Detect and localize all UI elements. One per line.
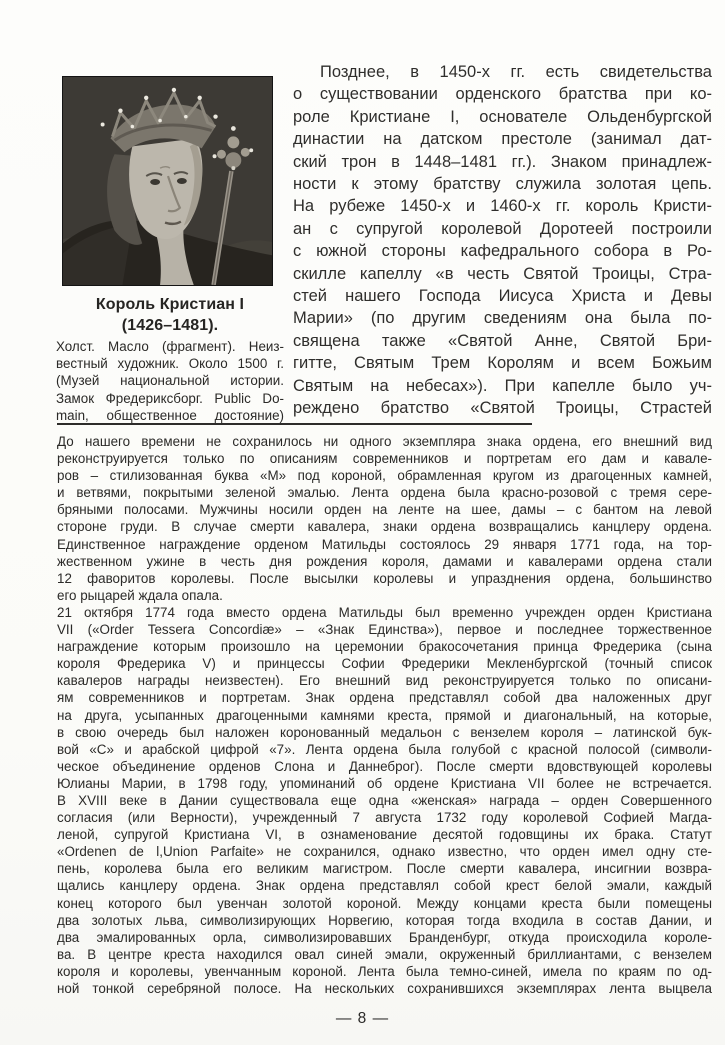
text-line: награждение которым произошло на церемонии бракосочетания принца Фредерика (сына	[57, 639, 712, 655]
text-line: В XVIII веке в Дании существовала еще одна «женская» награда – орден Совершенного	[57, 792, 712, 808]
footnote-separator	[57, 423, 532, 425]
text-line: main, общественное достояние)	[56, 407, 284, 423]
text-line: ной тонкой серебряной полосе. На нескольких сохранившихся экземплярах лента выцвела	[57, 981, 712, 996]
text-line: стей нашего Господа Иисуса Христа и Девы	[293, 287, 712, 306]
text-line: династии на датском престоле (занимал дат-	[293, 130, 712, 149]
text-line: VII («Order Tessera Concordiæ» – «Знак Единства»), первое и последнее торжественное	[57, 622, 712, 638]
text-line: и ветвями, покрытыми зеленой эмалью. Лента ордена была красно-розовой с тремя сере-	[57, 485, 712, 501]
text-line: Замок Фредериксборг. Public Do-	[56, 390, 284, 406]
text-line: короля и королевы, увенчанным короной. Лента была темно-синей, имела по краям по од-	[57, 963, 712, 979]
text-line: бряными полосами. Мужчины носили орден на ленте на шее, дамы – с бантом на левой	[57, 502, 712, 518]
text-line: на друга, усыпанных драгоценными камнями креста, прямой и диагональный, на которые,	[57, 707, 712, 723]
text-line: ям современников и портретам. Знак ордена представлял собой два наложенных друг	[57, 690, 712, 706]
portrait-caption-title	[56, 294, 284, 336]
text-line: короля Фредерика V) и принцессы Софии Фредерики Мекленбургской (точный список	[57, 656, 712, 672]
text-line: вестный художник. Около 1500 г.	[56, 356, 284, 372]
text-line: Холст. Масло (фрагмент). Неиз-	[56, 339, 284, 354]
text-line: его рыцарей ждала опала.	[57, 587, 223, 603]
text-line: Святым на небесах»). При капелле было уч-	[293, 376, 712, 395]
text-line: скилле капеллу «в честь Святой Троицы, Стра-	[293, 264, 712, 283]
text-line: конец которого был увенчан золотой короной. Между концами креста были помещены	[57, 895, 712, 911]
text-line: вой «С» и арабской цифрой «7». Лента ордена была голубой с красной полосой (символи-	[57, 741, 712, 757]
text-line: (Музей национальной истории.	[56, 373, 284, 389]
text-line: 21 октября 1774 года вместо ордена Матильды был временно учрежден орден Кристиана	[57, 604, 712, 620]
text-line: два золотых льва, символизирующих Норвегию, которая тогда входила в состав Дании, и	[57, 912, 712, 928]
text-line: Марии» (по другим сведениям она была по-	[293, 309, 712, 328]
text-line: На рубеже 1450-х и 1460-х гг. король Кристи-	[293, 197, 712, 216]
text-line: ан с супругой королевой Доротеей построили	[293, 219, 712, 238]
text-line: ва. В центре креста находился овал синей эмали, окруженный бриллиантами, с вензелем	[57, 946, 712, 962]
page-number: — 8 —	[335, 1010, 390, 1027]
text-line: Позднее, в 1450-х гг. есть свидетельства	[320, 63, 712, 81]
text-line: в свою очередь был наложен коронованный медальон с вензелем короля – латинской бук-	[57, 724, 712, 740]
text-line: ности к этому братству служила золотая цепь.	[293, 175, 712, 194]
text-line: согласия (или Верности), учрежденный 7 августа 1732 году королевой Софией Магда-	[57, 810, 712, 826]
text-line: кавалеров награды неизвестен). Его внешний вид реконструируется только по описани-	[57, 673, 712, 689]
text-line: леной, супругой Кристиана VI, в ознаменование десятой годовщины их брака. Статут	[57, 827, 712, 843]
left-eye	[150, 179, 160, 185]
text-line: реконструируется только по описаниям современников и портретам его дам и кавале-	[57, 451, 712, 467]
text-line: жественном ужине в честь дня рождения короля, дамами и кавалерами ордена стали	[57, 553, 712, 569]
text-line: ров – стилизованная буква «М» под короной, обрамленная кругом из драгоценных камней,	[57, 468, 712, 484]
text-line: два эмалированных орла, символизировавших Бранденбург, откуда происходила короле-	[57, 929, 712, 945]
portrait-of-christian-i-illustration	[63, 77, 272, 285]
text-line: ский трон в 1448–1481 гг.). Знаком принадлеж-	[293, 152, 712, 171]
text-line: Единственное награждение орденом Матильды состоялось 29 января 1771 года, на тор-	[57, 536, 712, 552]
text-line: ческое объединение орденов Слона и Даннеброг). После смерти вдовствующей королевы	[57, 758, 712, 774]
text-line: Юлианы Марии, в 1798 году, упоминаний об ордене Кристиана VII более не встречается.	[57, 775, 712, 791]
text-line: 12 фаворитов королевы. После высылки королевы и упразднения ордена, большинство	[57, 570, 712, 586]
text-line: реждено братство «Святой Троицы, Страстей	[293, 399, 712, 418]
text-line: стороне груди. В случае смерти кавалера, знаки ордена возвращались канцлеру ордена.	[57, 519, 712, 535]
caption-title-line1: Король Кристиан I	[95, 296, 245, 313]
text-line: щались канцлеру ордена. Знак ордена представлял собой крест белой эмали, каждый	[57, 878, 712, 894]
footnote-section	[57, 433, 712, 997]
text-line: с южной стороны кафедрального собора в Ро-	[293, 242, 712, 261]
text-line: гитте, Святым Трем Королям и всем Божьим	[293, 354, 712, 373]
caption-title-line2: (1426–1481).	[121, 317, 219, 334]
portrait-caption-details	[56, 338, 284, 424]
text-line: роле Кристиане I, основателе Ольденбургской	[293, 107, 712, 126]
text-line: До нашего времени не сохранилось ни одного экземпляра знака ордена, его внешний вид	[57, 434, 712, 449]
portrait-image	[62, 76, 273, 286]
text-line: пень, королева была его великим магистром. После смерти кавалера, инсигнии возвра-	[57, 861, 712, 877]
text-line: священа также «Святой Анне, Святой Бри-	[293, 331, 712, 350]
main-text-column	[293, 61, 712, 420]
text-line: о существовании орденского братства при ко-	[293, 85, 712, 104]
right-eye	[177, 178, 187, 184]
text-line: «Ordenen de l,Union Parfaite» не сохранился, однако известно, что орден имел одну сте-	[57, 844, 712, 860]
